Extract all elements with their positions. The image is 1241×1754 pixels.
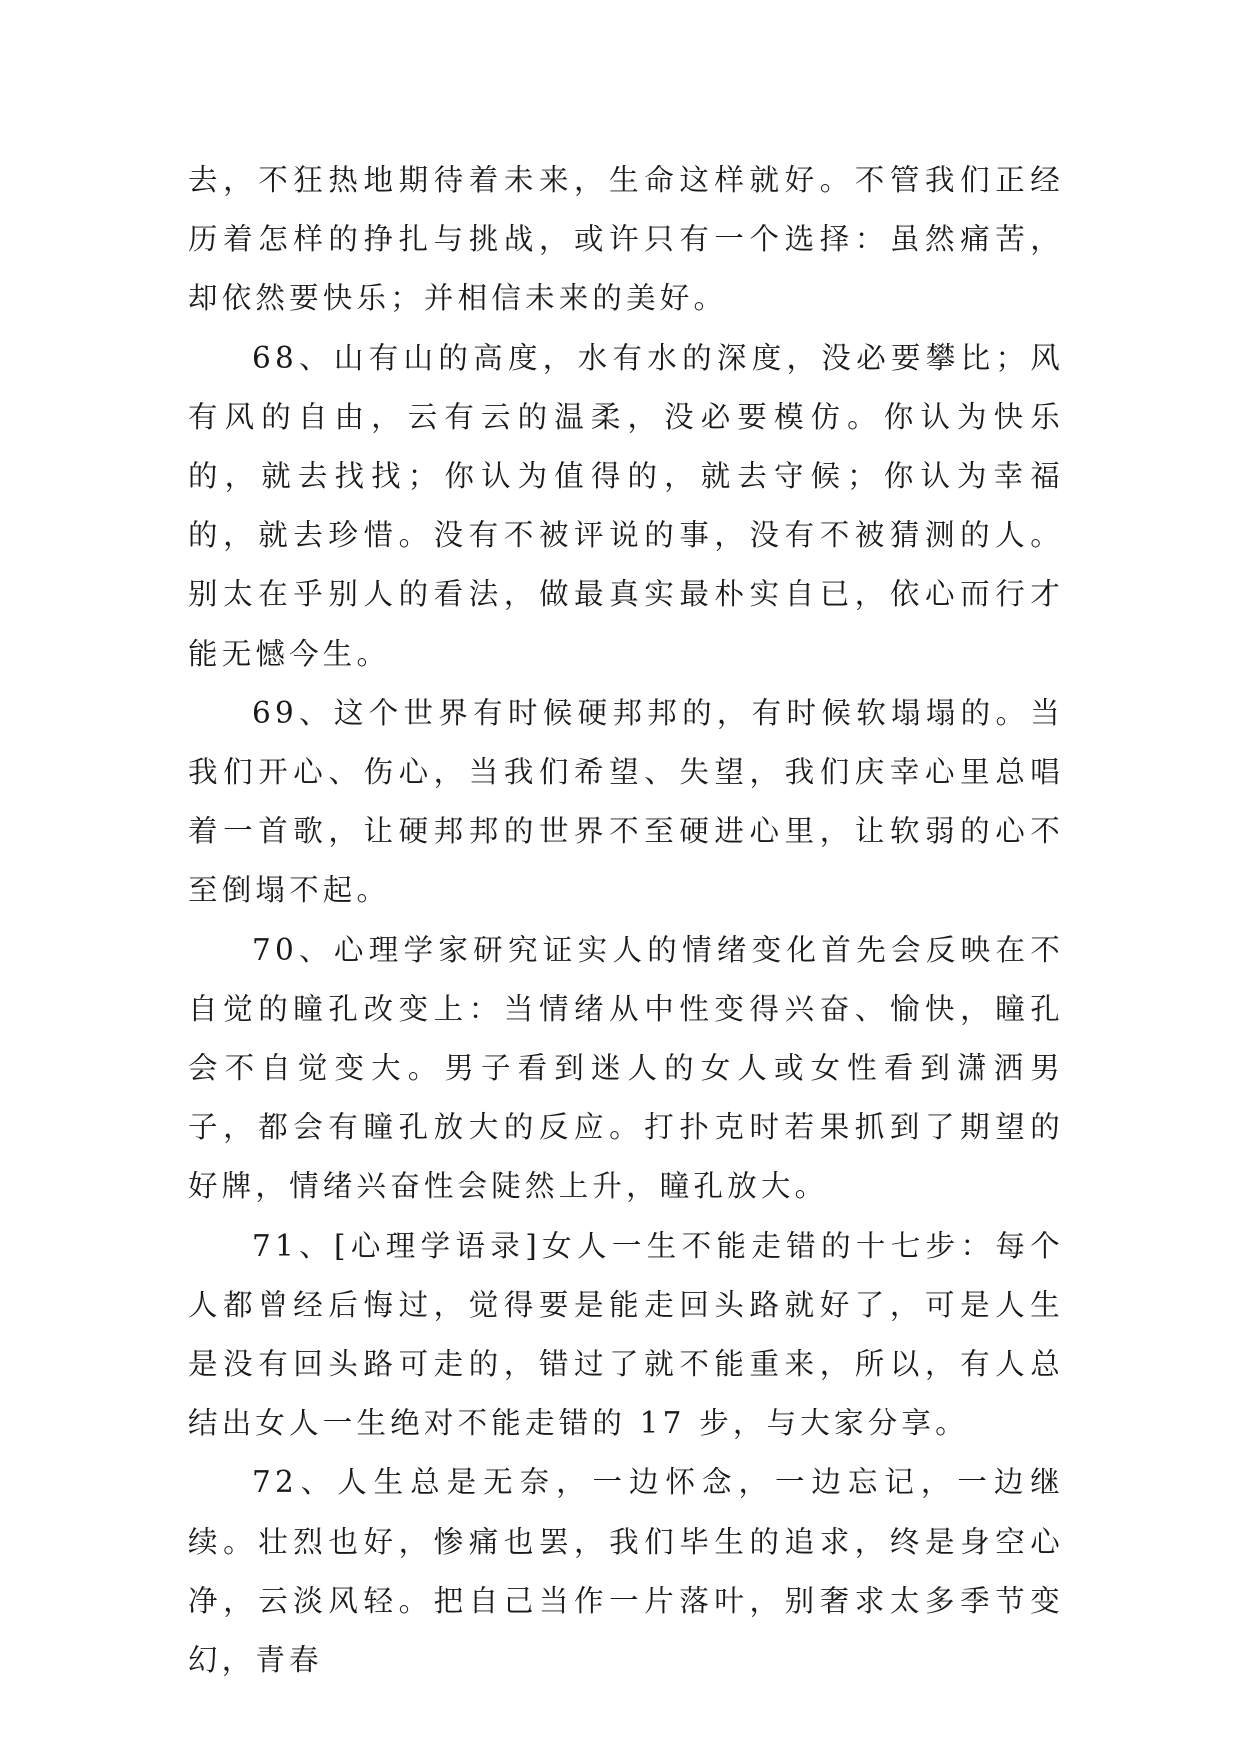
paragraph-71: 71、[心理学语录]女人一生不能走错的十七步：每个人都曾经后悔过，觉得要是能走回头路就好了，可是人生是没有回头路可走的，错过了就不能重来，所以，有人总结出女人一生绝对不能走错的 17 步，与大家分享。 [188, 1228, 1064, 1441]
paragraph-68: 68、山有山的高度，水有水的深度，没必要攀比；风有风的自由，云有云的温柔，没必要模仿。你认为快乐的，就去找找；你认为值得的，就去守候；你认为幸福的，就去珍惜。没有不被评说的事，没有不被猜测的人。别太在乎别人的看法，做最真实最朴实自已，依心而行才能无憾今生。 [188, 340, 1064, 671]
document-body [188, 151, 1064, 1690]
paragraph-70: 70、心理学家研究证实人的情绪变化首先会反映在不自觉的瞳孔改变上：当情绪从中性变得兴奋、愉快，瞳孔会不自觉变大。男子看到迷人的女人或女性看到潇洒男子，都会有瞳孔放大的反应。打扑克时若果抓到了期望的好牌，情绪兴奋性会陡然上升，瞳孔放大。 [188, 932, 1064, 1204]
paragraph-72: 72、人生总是无奈，一边怀念，一边忘记，一边继续。壮烈也好，惨痛也罢，我们毕生的追求，终是身空心净，云淡风轻。把自己当作一片落叶，别奢求太多季节变幻，青春 [188, 1465, 1064, 1678]
paragraph-continuation: 去，不狂热地期待着未来，生命这样就好。不管我们正经历着怎样的挣扎与挑战，或许只有一个选择：虽然痛苦，却依然要快乐；并相信未来的美好。 [188, 163, 1064, 316]
paragraph-69: 69、这个世界有时候硬邦邦的，有时候软塌塌的。当我们开心、伤心，当我们希望、失望，我们庆幸心里总唱着一首歌，让硬邦邦的世界不至硬进心里，让软弱的心不至倒塌不起。 [188, 695, 1064, 908]
